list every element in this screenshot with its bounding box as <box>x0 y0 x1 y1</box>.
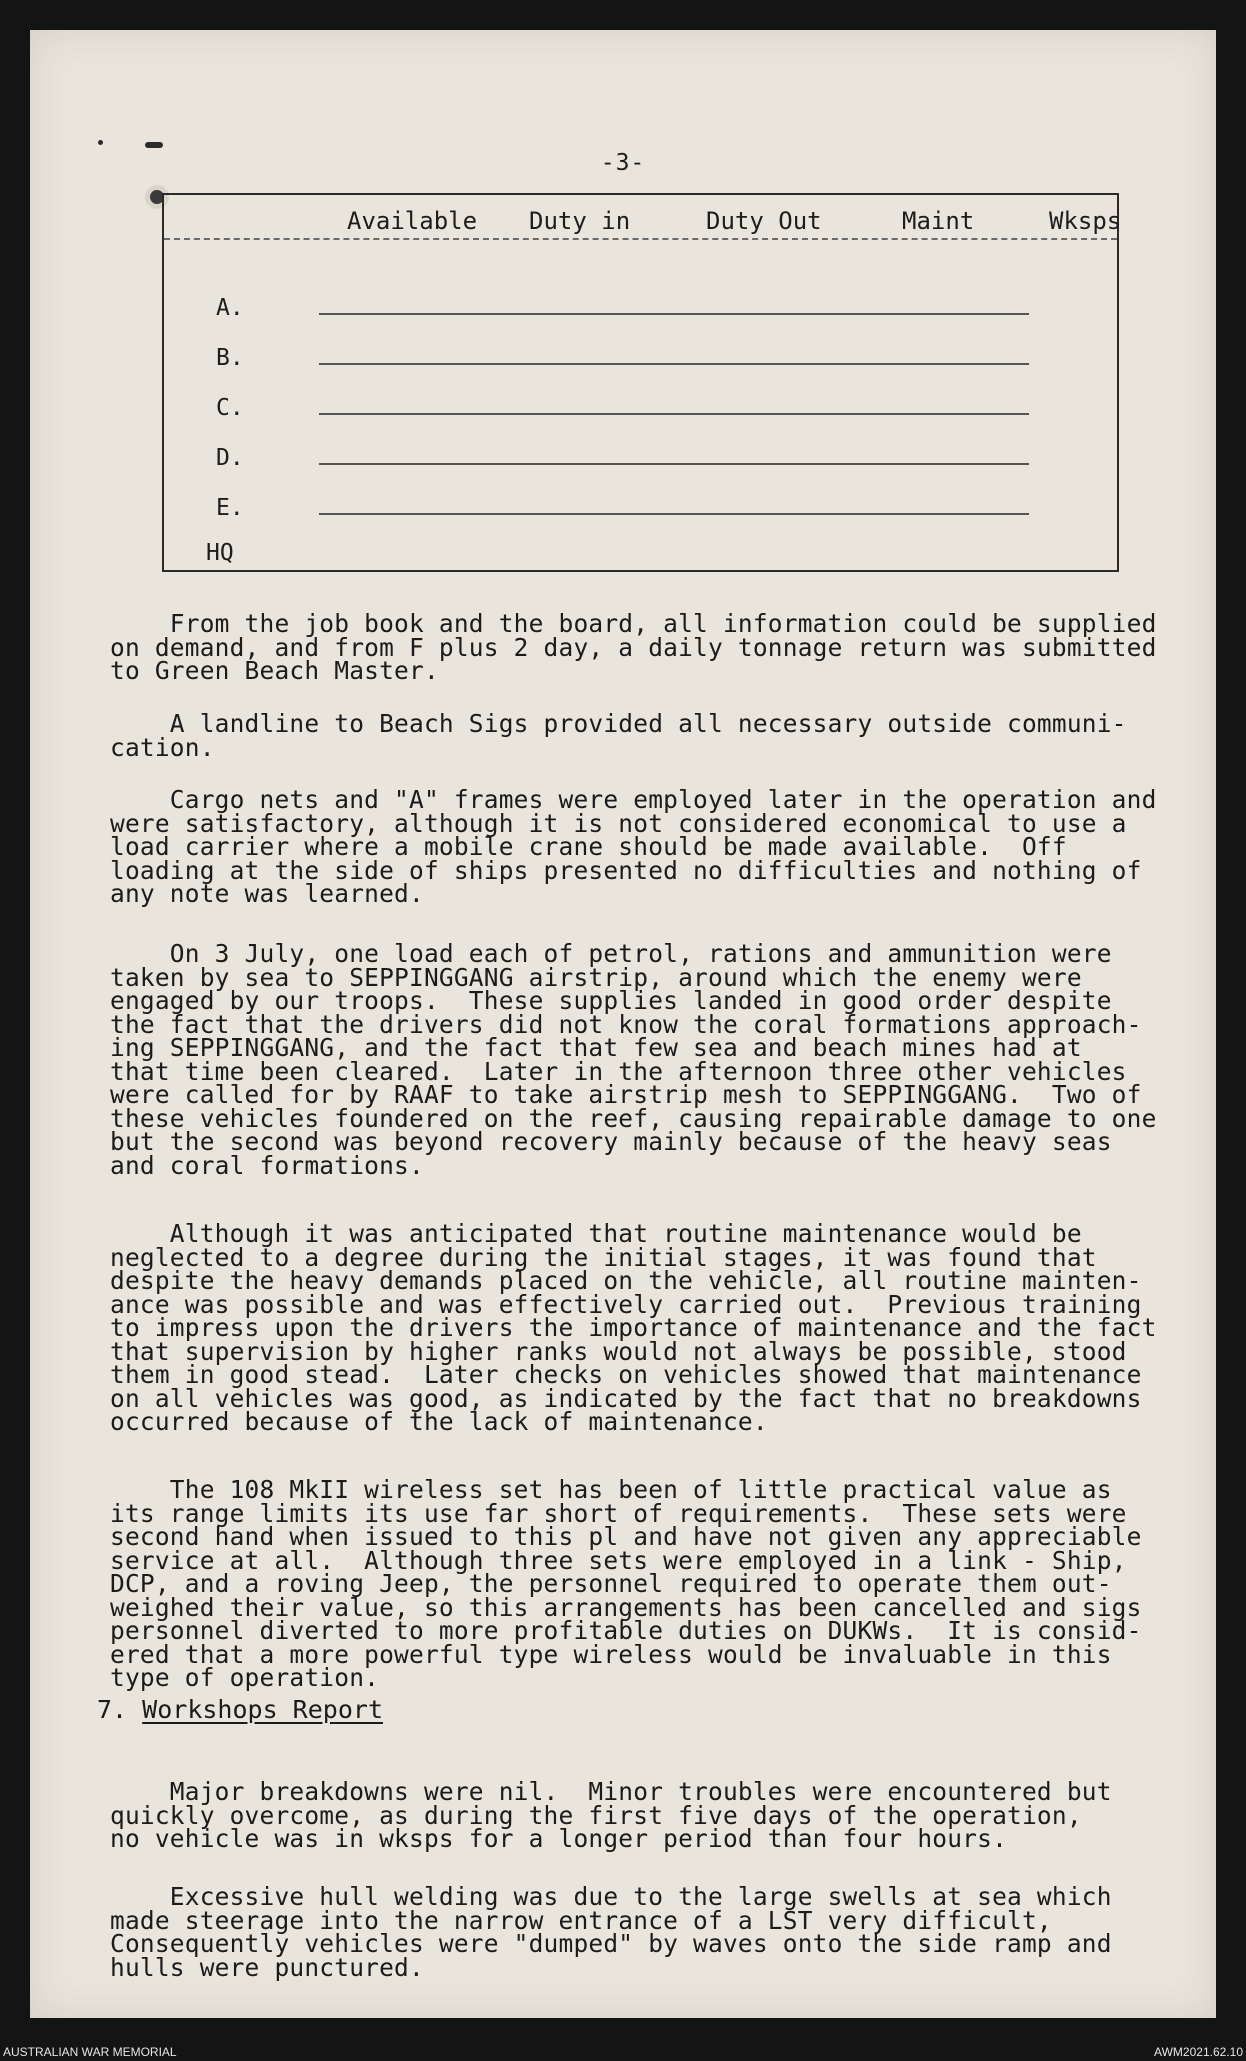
paragraph: Major breakdowns were nil. Minor troubles were encountered but quickly overcome, as during the first five days of the operation, no vehicle was in wksps for a longer period than four hours. <box>110 1777 1112 1853</box>
footer-accession-number: AWM2021.62.10 <box>1154 2045 1243 2059</box>
column-header-duty-out: Duty Out <box>706 207 822 235</box>
paragraph: Excessive hull welding was due to the large swells at sea which made steerage into the narrow entrance of a LST very difficult, Consequently vehicles were "dumped" by waves onto the side ramp and hulls were punctured. <box>110 1882 1112 1982</box>
paragraph: The 108 MkII wireless set has been of little practical value as its range limits its use far short of requirements. These sets were second hand when issued to this pl and have not given any appreciable service at all. Although three sets were employed in a link - Ship, DCP, and a roving Jeep, the personnel required to operate them out- weighed their value, so this arrangements has been cancelled and sigs personnel diverted to more profitable duties on DUKWs. It is consid- ered that a more powerful type wireless would be invaluable in this type of operation. <box>110 1475 1142 1692</box>
paragraph: Although it was anticipated that routine maintenance would be neglected to a degree during the initial stages, it was found that despite the heavy demands placed on the vehicle, all routine mainten- ance was possible and was effectively carried out. Previous training to impress upon the drivers the importance of maintenance and the fact that supervision by higher ranks would not always be possible, stood them in good stead. Later checks on vehicles showed that maintenance on all vehicles was good, as indicated by the fact that no breakdowns occurred because of the lack of maintenance. <box>110 1219 1157 1436</box>
paragraph: On 3 July, one load each of petrol, rations and ammunition were taken by sea to SEPPINGGANG airstrip, around which the enemy were engaged by our troops. These supplies landed in good order despite the fact that the drivers did not know the coral formations approach- ing SEPPINGGANG, and the fact that few sea and beach mines had at that time been cleared. Later in the afternoon three other vehicles were called for by RAAF to take airstrip mesh to SEPPINGGANG. Two of these vehicles foundered on the reef, causing repairable damage to one but the second was beyond recovery mainly because of the heavy seas and coral formations. <box>110 939 1157 1180</box>
punch-hole-mark <box>145 142 163 148</box>
row-line <box>319 363 1029 365</box>
column-header-maint: Maint <box>902 207 975 235</box>
section-title: Workshops Report <box>142 1695 383 1724</box>
footer-credit: AUSTRALIAN WAR MEMORIAL <box>3 2045 177 2059</box>
section-number: 7. <box>97 1695 128 1724</box>
row-label-c: C. <box>216 395 244 421</box>
row-label-hq: HQ <box>206 540 234 566</box>
row-label-d: D. <box>216 445 244 471</box>
row-line <box>319 513 1029 515</box>
row-label-b: B. <box>216 345 244 371</box>
row-line <box>319 313 1029 315</box>
paragraph: Cargo nets and "A" frames were employed later in the operation and were satisfactory, although it is not considered economical to use a load carrier where a mobile crane should be made available. Off loading at the side of ships presented no difficulties and nothing of any note was learned. <box>110 785 1157 908</box>
paragraph: A landline to Beach Sigs provided all necessary outside communi- cation. <box>110 709 1127 762</box>
header-divider <box>164 238 1117 240</box>
section-heading <box>97 1695 383 1724</box>
row-label-a: A. <box>216 295 244 321</box>
vehicle-status-table <box>162 193 1122 572</box>
page-number: -3- <box>600 150 646 176</box>
row-line <box>319 413 1029 415</box>
paragraph: From the job book and the board, all information could be supplied on demand, and from F plus 2 day, a daily tonnage return was submitted to Green Beach Master. <box>110 609 1157 685</box>
column-header-available: Available <box>347 207 478 235</box>
column-header-duty-in: Duty in <box>529 207 631 235</box>
row-label-e: E. <box>216 495 244 521</box>
row-line <box>319 463 1029 465</box>
column-header-wksps: Wksps <box>1049 207 1122 235</box>
punch-hole-mark <box>98 140 103 145</box>
